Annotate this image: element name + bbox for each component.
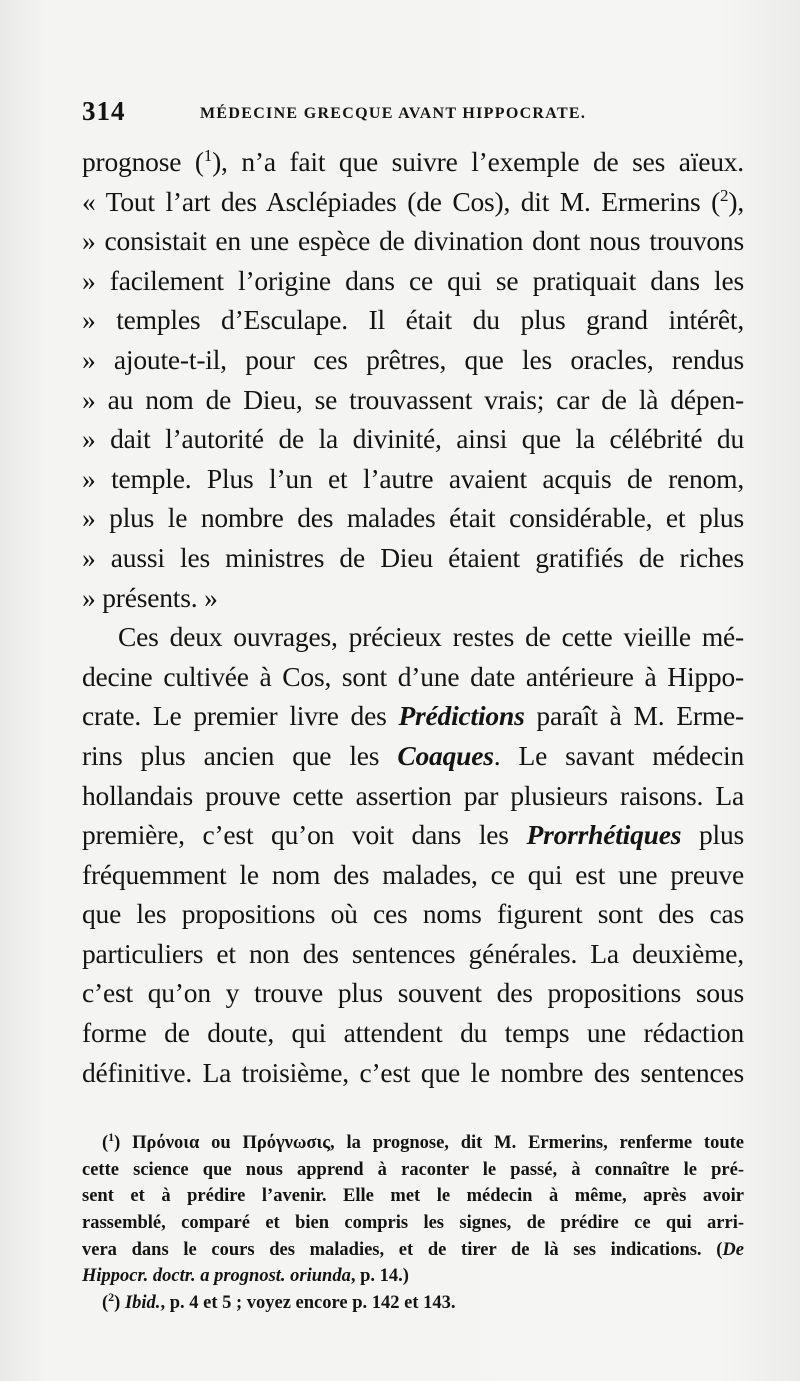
text-line [82,419,744,459]
footnote-line [82,1130,744,1157]
text-line [82,776,744,816]
text-segment: decine cultivée à Cos, sont d’une date antérieure à Hippo- [82,660,744,692]
footnote-ref: 2 [720,185,729,205]
text-segment: sent et à prédire l’avenir. Elle met le médecin à même, après avoir [82,1186,744,1207]
running-title: MÉDECINE GRECQUE AVANT HIPPOCRATE. [200,105,587,122]
footnote-line [82,1290,744,1317]
text-segment: définitive. La troisième, c’est que le nombre des sentences [82,1056,744,1088]
footnote-line [82,1157,744,1184]
italic-text: Prorrhétiques [526,819,682,851]
text-segment: ), n’a fait que suivre l’exemple de ses aïeux. [212,146,744,177]
footnote-line [82,1183,744,1210]
text-line [82,736,744,776]
text-segment: paraît à M. Erme- [524,700,744,732]
text-segment: rins plus ancien que les [82,739,398,771]
text-segment: , p. 4 et 5 ; voyez encore p. 142 et 143. [160,1293,456,1314]
text-segment: fréquemment le nom des malades, ce qui est une preuve [82,858,744,890]
text-segment: vera dans le cours des maladies, et de tirer de là ses indications. ( [82,1239,723,1260]
text-line [82,696,744,736]
text-line [82,221,744,261]
text-segment: que les propositions où ces noms figurent sont des cas [82,898,744,930]
text-line [82,973,744,1013]
italic-text: Hippocr. doctr. a prognost. oriunda [82,1266,351,1287]
text-line [82,815,744,855]
text-segment: ), [728,185,744,217]
page-number: 314 [82,96,126,126]
text-segment: , p. 14.) [350,1266,409,1287]
text-segment: » plus le nombre des malades était considérable, et plus [82,502,744,534]
text-line [82,380,744,420]
text-segment: » consistait en une espèce de divination dont nous trouvons [82,225,744,257]
text-line [82,657,744,697]
text-line [82,894,744,934]
text-segment: ( [102,1293,109,1314]
text-segment: » aussi les ministres de Dieu étaient gratifiés de riches [82,541,744,573]
text-line [82,578,744,618]
text-segment: rassemblé, comparé et bien compris les signes, de prédire ce qui arri- [82,1213,744,1234]
italic-text: Ibid. [124,1293,161,1314]
text-segment: » temple. Plus l’un et l’autre avaient acquis de renom, [82,462,744,494]
text-segment: . Le savant médecin [493,739,744,771]
running-header [82,96,742,136]
text-segment: Ces deux ouvrages, précieux restes de cette vieille mé- [118,621,744,653]
text-segment: c’est qu’on y trouve plus souvent des propositions sous [82,977,744,1009]
text-segment: » facilement l’origine dans ce qui se pratiquait dans les [82,264,744,296]
footnote-ref: 1 [203,145,213,165]
footnote-ref: 1 [108,1129,115,1144]
text-line [82,498,744,538]
footnotes [82,1130,744,1317]
text-segment: ) [114,1293,125,1314]
text-segment: forme de doute, qui attendent du temps une rédaction [82,1017,744,1049]
text-segment: particuliers et non des sentences générales. La deuxième, [82,937,744,969]
text-line [82,1053,744,1093]
text-segment: crate. Le premier livre des [82,700,399,732]
text-segment: » au nom de Dieu, se trouvassent vrais; car de là dépen- [82,383,744,415]
text-line [82,538,744,578]
italic-text: Coaques [397,739,494,771]
footnote-line [82,1263,744,1290]
text-segment: hollandais prouve cette assertion par plusieurs raisons. La [82,779,744,811]
text-line [82,142,744,182]
footnote-line [82,1210,744,1237]
text-segment: » dait l’autorité de la divinité, ainsi que la célébrité du [82,423,744,455]
text-line [82,300,744,340]
text-line [82,617,744,657]
text-line [82,934,744,974]
text-segment: ) Πρόνοια ou Πρόγνωσις, la prognose, dit M. Ermerins, renferme toute [114,1133,744,1153]
text-line [82,261,744,301]
text-segment: prognose ( [82,146,204,177]
text-line [82,340,744,380]
text-segment: » présents. » [82,581,218,613]
text-segment: » ajoute-t-il, pour ces prêtres, que les oracles, rendus [82,343,744,375]
italic-text: Prédictions [398,700,525,732]
text-line [82,1013,744,1053]
footnote-ref: 2 [108,1289,115,1304]
text-segment: « Tout l’art des Asclépiades (de Cos), dit M. Ermerins ( [82,185,721,217]
text-line [82,459,744,499]
text-line [82,855,744,895]
text-line [82,182,744,222]
footnote-line [82,1237,744,1264]
text-segment: plus [681,819,745,851]
text-segment: ( [102,1133,109,1153]
text-segment: » temples d’Esculape. Il était du plus grand intérêt, [82,304,744,336]
text-segment: première, c’est qu’on voit dans les [82,819,527,851]
italic-text: De [722,1239,744,1260]
text-segment: cette science que nous apprend à raconter le passé, à connaître le pré- [82,1159,744,1180]
main-text [82,142,744,1092]
